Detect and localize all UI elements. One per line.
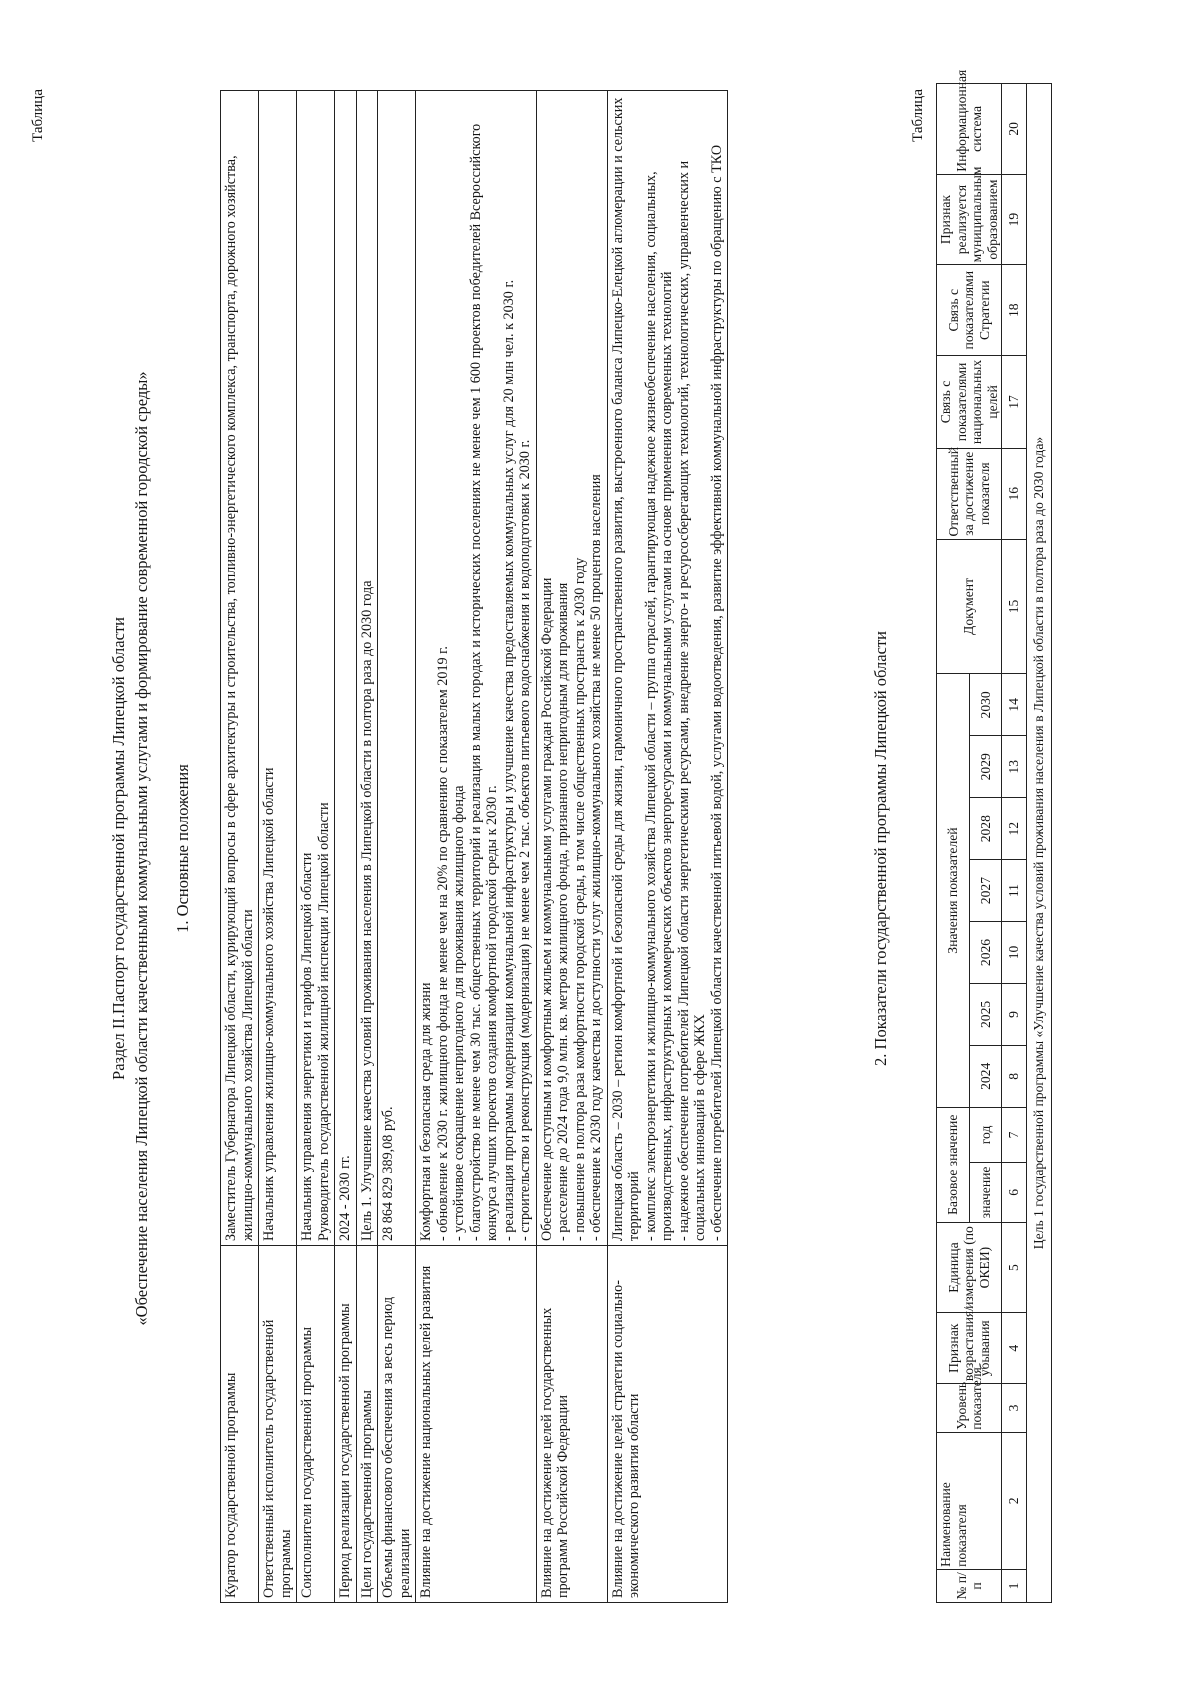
row-key: Период реализации государственной программы xyxy=(335,1246,357,1603)
header-year: 2029 xyxy=(969,736,1002,798)
table-row xyxy=(297,91,335,1603)
indicators-table xyxy=(936,69,1052,1603)
table-row xyxy=(536,91,607,1603)
row-value: Начальник управления энергетики и тарифов Липецкой области Руководитель государственной жилищной инспекции Липецкой области xyxy=(297,91,335,1246)
header-base-value: значение xyxy=(969,1163,1002,1223)
header-year: 2024 xyxy=(969,1045,1002,1107)
row-key: Цели государственной программы xyxy=(356,1246,378,1603)
header-link-strategy: Связь с показателями Стратегии xyxy=(937,265,1002,356)
row-value: Цель 1. Улучшение качества условий проживания населения в Липецкой области в полтора раза до 2030 года xyxy=(356,91,378,1246)
row-value: Липецкая область – 2030 – регион комфортной и безопасной среды для жизни, гармоничного пространственного развития, выстроенного баланса Липецко-Елецкой агломерации и сельских территорий - комплекс электроэнергетики и жилищно-коммунального хозяйства Липецкой области – группа отраслей, гарантирующая надежное жизнеобеспечение населения, социальных, производственных, инфраструктурных и коммерческих объектов энергоресурсами и коммунальными услугами на основе применения современных технологий - надежное обеспечение потребителей Липецкой области энергетическими ресурсами, внедрение энерго- и ресурсосберегающих технологий, технологических, управленческих и социальных инноваций в сфере ЖКХ - обеспечение потребителей Липецкой области качественной питьевой водой, услугами водоотведения, развитие эффективной коммунальной инфраструктуры по обращению с ТКО xyxy=(607,91,728,1246)
column-number: 6 xyxy=(1002,1163,1027,1223)
column-number: 11 xyxy=(1002,860,1027,922)
row-key: Соисполнители государственной программы xyxy=(297,1246,335,1603)
row-value: Начальник управления жилищно-коммунального хозяйства Липецкой области xyxy=(259,91,297,1246)
table-row xyxy=(378,91,416,1603)
header-level: Уровень показателя xyxy=(937,1384,1002,1433)
header-responsible: Ответственный за достижение показателя xyxy=(937,448,1002,539)
header-unit: Единица измерения (по ОКЕИ) xyxy=(937,1222,1002,1313)
header-sign: Признак возрастания/ убывания xyxy=(937,1313,1002,1384)
column-number: 12 xyxy=(1002,798,1027,860)
column-number: 18 xyxy=(1002,265,1027,356)
header-year: 2025 xyxy=(969,983,1002,1045)
program-name: «Обеспечение населения Липецкой области качественными коммунальными услугами и формирование современной городской среды» xyxy=(132,371,151,1326)
row-key: Объемы финансового обеспечения за весь период реализации xyxy=(378,1246,416,1603)
column-number: 7 xyxy=(1002,1107,1027,1162)
passport-table xyxy=(220,90,728,1603)
row-key: Влияние на достижение целей государственных программ Российской Федерации xyxy=(536,1246,607,1603)
table-label: Таблица xyxy=(910,89,926,142)
column-number: 3 xyxy=(1002,1384,1027,1433)
goal-row xyxy=(1027,84,1052,1603)
table-row xyxy=(259,91,297,1603)
column-number: 10 xyxy=(1002,922,1027,984)
row-key: Влияние на достижение национальных целей развития xyxy=(416,1246,537,1603)
row-key: Ответственный исполнитель государственной программы xyxy=(259,1246,297,1603)
column-number: 15 xyxy=(1002,539,1027,674)
header-row xyxy=(937,84,970,1603)
column-numbers-row xyxy=(1002,84,1027,1603)
header-link-national: Связь с показателями национальных целей xyxy=(937,356,1002,449)
column-number: 1 xyxy=(1002,1569,1027,1602)
column-number: 4 xyxy=(1002,1313,1027,1384)
row-key: Куратор государственной программы xyxy=(221,1246,259,1603)
row-value: Заместитель Губернатора Липецкой области, курирующий вопросы в сфере архитектуры и строительства, топливно-энергетического комплекса, транспорта, дорожного хозяйства, жилищно-коммунального хозяйства Липецкой области xyxy=(221,91,259,1246)
header-document: Документ xyxy=(937,539,1002,674)
row-value: Обеспечение доступным и комфортным жильем и коммунальными услугами граждан Российской Федерации - расселение до 2024 года 9,0 млн. кв. метров жилищного фонда, признанного непригодным для проживания - повышение в полтора раза комфортности городской среды, в том числе общественных пространств к 2030 году - обеспечение к 2030 году качества и доступности услуг жилищно-коммунального хозяйства не менее 50 процентов населения xyxy=(536,91,607,1246)
indicators-title: 2. Показатели государственной программы Липецкой области xyxy=(871,631,890,1066)
column-number: 16 xyxy=(1002,448,1027,539)
column-number: 9 xyxy=(1002,983,1027,1045)
subsection-title: 1. Основные положения xyxy=(173,764,192,933)
header-name: Наименование показателя xyxy=(937,1432,1002,1569)
table-label: Таблица xyxy=(30,89,46,142)
row-key: Влияние на достижение целей стратегии социально-экономического развития области xyxy=(607,1246,728,1603)
header-num: № п/п xyxy=(937,1569,1002,1602)
row-value: 28 864 829 389,08 руб. xyxy=(378,91,416,1246)
table-row xyxy=(335,91,357,1603)
column-number: 2 xyxy=(1002,1432,1027,1569)
table-row xyxy=(221,91,259,1603)
column-number: 17 xyxy=(1002,356,1027,449)
section-title: Раздел II.Паспорт государственной программы Липецкой области xyxy=(109,617,128,1080)
header-values: Значения показателей xyxy=(937,674,970,1107)
column-number: 14 xyxy=(1002,674,1027,736)
table-row xyxy=(607,91,728,1603)
header-year: 2028 xyxy=(969,798,1002,860)
header-year: 2030 xyxy=(969,674,1002,736)
goal-title: Цель 1 государственной программы «Улучшение качества условий проживания населения в Липецкой области в полтора раза до 2030 года» xyxy=(1027,84,1052,1603)
column-number: 5 xyxy=(1002,1222,1027,1313)
header-info-system: Информационная система xyxy=(937,84,1002,175)
header-year: 2027 xyxy=(969,860,1002,922)
table-row xyxy=(356,91,378,1603)
header-year: 2026 xyxy=(969,922,1002,984)
header-base-year: год xyxy=(969,1107,1002,1162)
header-base: Базовое значение xyxy=(937,1107,970,1222)
column-number: 13 xyxy=(1002,736,1027,798)
row-value: 2024 - 2030 гг. xyxy=(335,91,357,1246)
column-number: 20 xyxy=(1002,84,1027,175)
table-row xyxy=(416,91,537,1603)
column-number: 8 xyxy=(1002,1045,1027,1107)
column-number: 19 xyxy=(1002,174,1027,265)
row-value: Комфортная и безопасная среда для жизни - обновление к 2030 г. жилищного фонда не менее чем на 20% по сравнению с показателем 2019 г. - устойчивое сокращение непригодного для проживания жилищного фонда - благоустройство не менее чем 30 тыс. общественных территорий и реализация в малых городах и исторических поселениях не менее чем 1 600 проектов победителей Всероссийского конкурса лучших проектов создания комфортной городской среды к 2030 г. - реализация программы модернизации коммунальной инфраструктуры и улучшение качества предоставляемых коммунальных услуг для 20 млн чел. к 2030 г. - строительство и реконструкция (модернизация) не менее чем 2 тыс. объектов питьевого водоснабжения и водоподготовки к 2030 г. xyxy=(416,91,537,1246)
header-municipal: Признак реализуется муниципальным образованием xyxy=(937,174,1002,265)
